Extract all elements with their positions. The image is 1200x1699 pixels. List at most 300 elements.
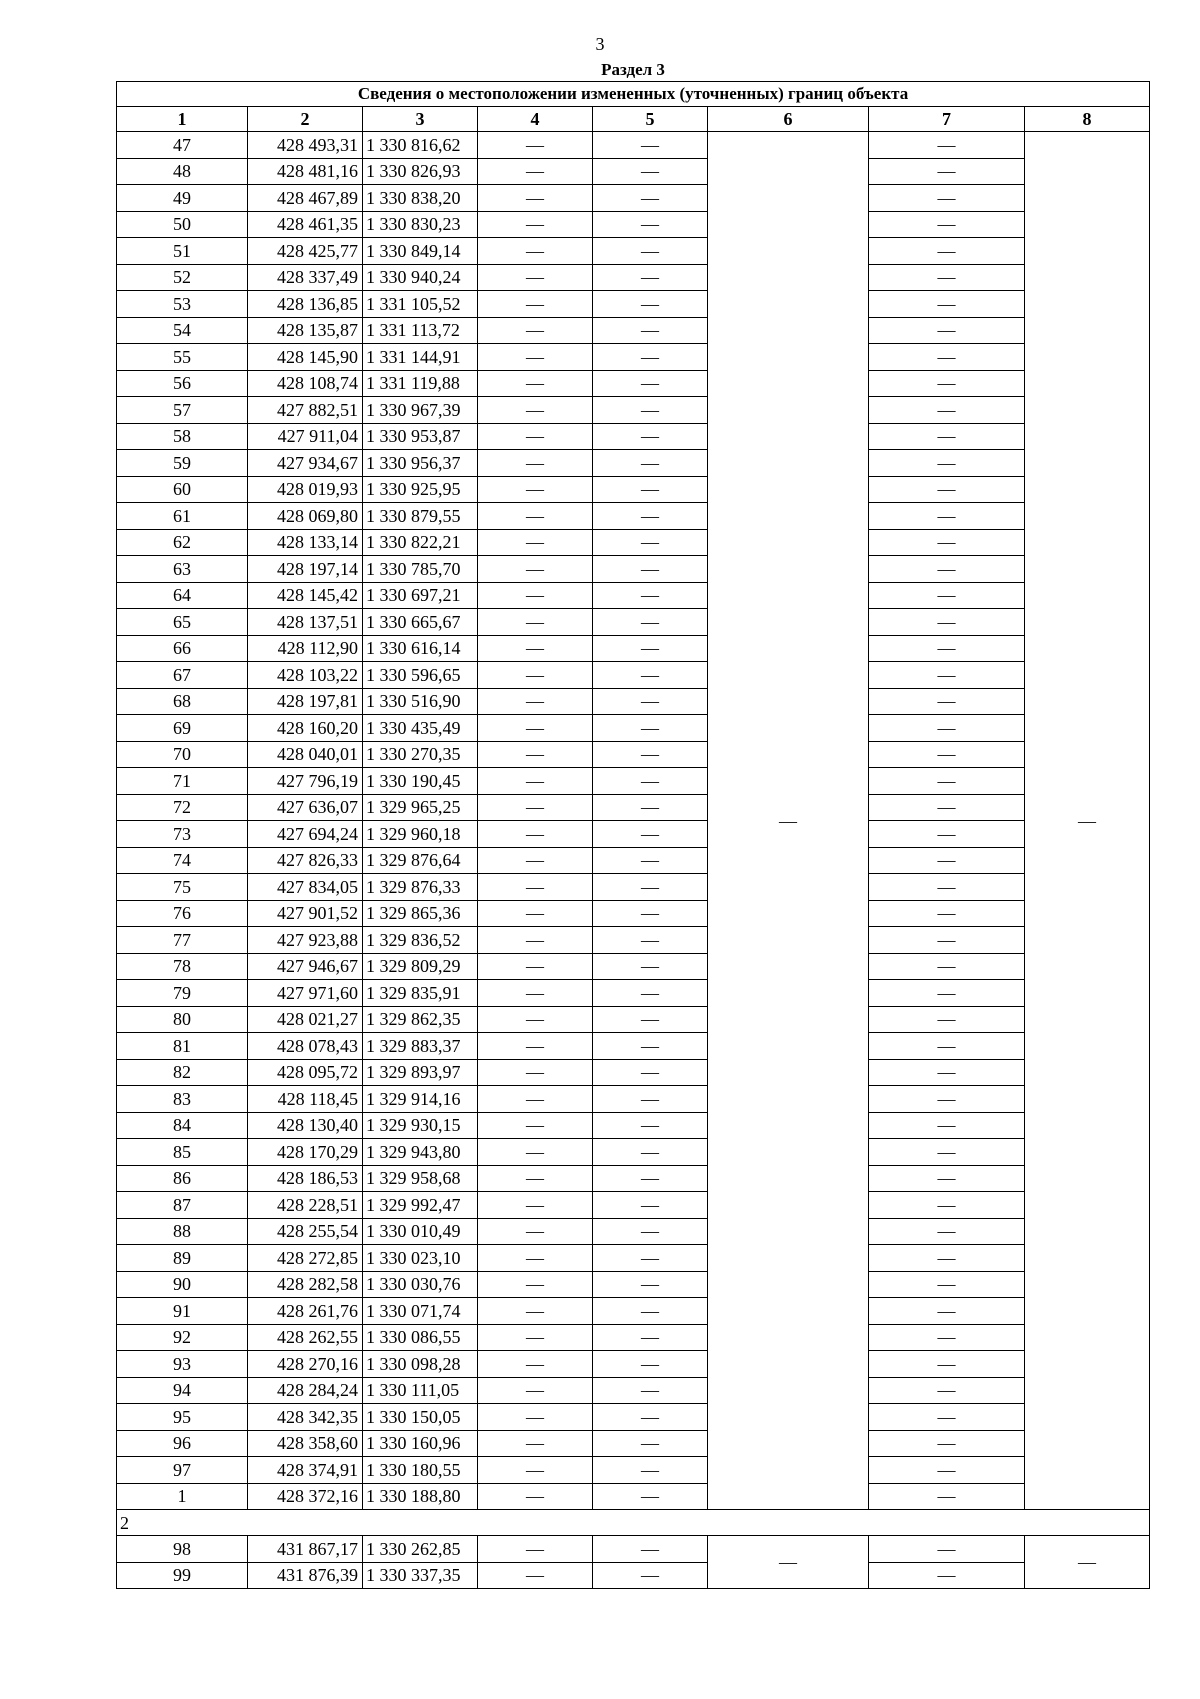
table-row [117, 847, 1150, 874]
y-coordinate-cell: 1 331 113,72 [363, 317, 478, 344]
y-coordinate-cell: 1 330 190,45 [363, 768, 478, 795]
group-label-cell: 2 [117, 1510, 1150, 1536]
x-coordinate-cell: 428 108,74 [248, 370, 363, 397]
y-coordinate-cell: 1 330 879,55 [363, 503, 478, 530]
col4-dash-cell: — [478, 1165, 593, 1192]
y-coordinate-cell: 1 330 616,14 [363, 635, 478, 662]
col5-dash-cell: — [593, 370, 708, 397]
table-row [117, 1324, 1150, 1351]
x-coordinate-cell: 428 481,16 [248, 158, 363, 185]
x-coordinate-cell: 427 636,07 [248, 794, 363, 821]
y-coordinate-cell: 1 329 893,97 [363, 1059, 478, 1086]
x-coordinate-cell: 431 867,17 [248, 1536, 363, 1563]
col4-dash-cell: — [478, 1483, 593, 1510]
x-coordinate-cell: 427 911,04 [248, 423, 363, 450]
col5-dash-cell: — [593, 847, 708, 874]
col5-dash-cell: — [593, 874, 708, 901]
page-number: 3 [595, 34, 605, 54]
col7-dash-cell: — [869, 264, 1025, 291]
col7-dash-cell: — [869, 1059, 1025, 1086]
point-number-cell: 55 [117, 344, 248, 371]
col5-dash-cell: — [593, 423, 708, 450]
y-coordinate-cell: 1 330 270,35 [363, 741, 478, 768]
table-row [117, 1139, 1150, 1166]
col7-dash-cell: — [869, 1298, 1025, 1325]
col7-dash-cell: — [869, 1086, 1025, 1113]
table-row [117, 1430, 1150, 1457]
x-coordinate-cell: 428 160,20 [248, 715, 363, 742]
y-coordinate-cell: 1 329 960,18 [363, 821, 478, 848]
x-coordinate-cell: 428 133,14 [248, 529, 363, 556]
point-number-cell: 83 [117, 1086, 248, 1113]
col4-dash-cell: — [478, 688, 593, 715]
col4-dash-cell: — [478, 1033, 593, 1060]
col5-dash-cell: — [593, 185, 708, 212]
col4-dash-cell: — [478, 1271, 593, 1298]
table-row [117, 953, 1150, 980]
col5-dash-cell: — [593, 900, 708, 927]
point-number-cell: 69 [117, 715, 248, 742]
col5-dash-cell: — [593, 1139, 708, 1166]
col4-dash-cell: — [478, 927, 593, 954]
col4-dash-cell: — [478, 529, 593, 556]
col8-merged-dash-cell: — [1025, 1536, 1150, 1589]
y-coordinate-cell: 1 330 697,21 [363, 582, 478, 609]
table-row [117, 370, 1150, 397]
column-header: 2 [248, 107, 363, 132]
y-coordinate-cell: 1 330 516,90 [363, 688, 478, 715]
col4-dash-cell: — [478, 953, 593, 980]
y-coordinate-cell: 1 330 953,87 [363, 423, 478, 450]
point-number-cell: 94 [117, 1377, 248, 1404]
point-number-cell: 79 [117, 980, 248, 1007]
point-number-cell: 86 [117, 1165, 248, 1192]
table-row [117, 1192, 1150, 1219]
col7-dash-cell: — [869, 1271, 1025, 1298]
column-header: 1 [117, 107, 248, 132]
col4-dash-cell: — [478, 662, 593, 689]
x-coordinate-cell: 428 461,35 [248, 211, 363, 238]
y-coordinate-cell: 1 330 838,20 [363, 185, 478, 212]
point-number-cell: 70 [117, 741, 248, 768]
col7-dash-cell: — [869, 794, 1025, 821]
col5-dash-cell: — [593, 1059, 708, 1086]
table-row [117, 1165, 1150, 1192]
x-coordinate-cell: 427 882,51 [248, 397, 363, 424]
table-row [117, 582, 1150, 609]
table-row [117, 635, 1150, 662]
y-coordinate-cell: 1 330 160,96 [363, 1430, 478, 1457]
col5-dash-cell: — [593, 1404, 708, 1431]
point-number-cell: 92 [117, 1324, 248, 1351]
col4-dash-cell: — [478, 1245, 593, 1272]
table-row [117, 529, 1150, 556]
col7-dash-cell: — [869, 635, 1025, 662]
col5-dash-cell: — [593, 344, 708, 371]
table-row [117, 1562, 1150, 1589]
col5-dash-cell: — [593, 1430, 708, 1457]
col5-dash-cell: — [593, 980, 708, 1007]
col7-dash-cell: — [869, 344, 1025, 371]
col5-dash-cell: — [593, 1324, 708, 1351]
col7-dash-cell: — [869, 1404, 1025, 1431]
col5-dash-cell: — [593, 1192, 708, 1219]
point-number-cell: 58 [117, 423, 248, 450]
col7-dash-cell: — [869, 158, 1025, 185]
point-number-cell: 57 [117, 397, 248, 424]
col5-dash-cell: — [593, 397, 708, 424]
y-coordinate-cell: 1 329 876,33 [363, 874, 478, 901]
col7-dash-cell: — [869, 317, 1025, 344]
col5-dash-cell: — [593, 1351, 708, 1378]
point-number-cell: 81 [117, 1033, 248, 1060]
col5-dash-cell: — [593, 132, 708, 159]
col7-dash-cell: — [869, 1351, 1025, 1378]
col7-dash-cell: — [869, 582, 1025, 609]
y-coordinate-cell: 1 330 098,28 [363, 1351, 478, 1378]
x-coordinate-cell: 428 228,51 [248, 1192, 363, 1219]
col4-dash-cell: — [478, 344, 593, 371]
col5-dash-cell: — [593, 450, 708, 477]
y-coordinate-cell: 1 329 809,29 [363, 953, 478, 980]
col4-dash-cell: — [478, 1562, 593, 1589]
col4-dash-cell: — [478, 1457, 593, 1484]
col7-dash-cell: — [869, 291, 1025, 318]
x-coordinate-cell: 428 255,54 [248, 1218, 363, 1245]
point-number-cell: 63 [117, 556, 248, 583]
point-number-cell: 53 [117, 291, 248, 318]
x-coordinate-cell: 428 197,81 [248, 688, 363, 715]
col7-dash-cell: — [869, 609, 1025, 636]
col5-dash-cell: — [593, 635, 708, 662]
point-number-cell: 82 [117, 1059, 248, 1086]
col7-dash-cell: — [869, 397, 1025, 424]
x-coordinate-cell: 428 358,60 [248, 1430, 363, 1457]
point-number-cell: 71 [117, 768, 248, 795]
col7-dash-cell: — [869, 1562, 1025, 1589]
col4-dash-cell: — [478, 476, 593, 503]
point-number-cell: 78 [117, 953, 248, 980]
y-coordinate-cell: 1 330 785,70 [363, 556, 478, 583]
y-coordinate-cell: 1 330 822,21 [363, 529, 478, 556]
x-coordinate-cell: 428 186,53 [248, 1165, 363, 1192]
table-row [117, 291, 1150, 318]
col4-dash-cell: — [478, 1351, 593, 1378]
col7-dash-cell: — [869, 238, 1025, 265]
col5-dash-cell: — [593, 1271, 708, 1298]
col7-dash-cell: — [869, 1457, 1025, 1484]
table-row [117, 821, 1150, 848]
point-number-cell: 56 [117, 370, 248, 397]
point-number-cell: 51 [117, 238, 248, 265]
point-number-cell: 74 [117, 847, 248, 874]
y-coordinate-cell: 1 330 337,35 [363, 1562, 478, 1589]
table-row [117, 715, 1150, 742]
point-number-cell: 77 [117, 927, 248, 954]
col7-dash-cell: — [869, 821, 1025, 848]
col5-dash-cell: — [593, 662, 708, 689]
y-coordinate-cell: 1 330 435,49 [363, 715, 478, 742]
col7-dash-cell: — [869, 1245, 1025, 1272]
point-number-cell: 80 [117, 1006, 248, 1033]
y-coordinate-cell: 1 330 030,76 [363, 1271, 478, 1298]
point-number-cell: 59 [117, 450, 248, 477]
header-row [117, 107, 1150, 132]
y-coordinate-cell: 1 330 849,14 [363, 238, 478, 265]
x-coordinate-cell: 428 261,76 [248, 1298, 363, 1325]
col7-dash-cell: — [869, 1192, 1025, 1219]
point-number-cell: 50 [117, 211, 248, 238]
y-coordinate-cell: 1 329 836,52 [363, 927, 478, 954]
y-coordinate-cell: 1 331 105,52 [363, 291, 478, 318]
col8-merged-dash-cell: — [1025, 132, 1150, 1510]
table-row [117, 662, 1150, 689]
table-row [117, 1006, 1150, 1033]
point-number-cell: 61 [117, 503, 248, 530]
y-coordinate-cell: 1 329 958,68 [363, 1165, 478, 1192]
col5-dash-cell: — [593, 1112, 708, 1139]
y-coordinate-cell: 1 329 965,25 [363, 794, 478, 821]
table-row [117, 900, 1150, 927]
col4-dash-cell: — [478, 821, 593, 848]
col4-dash-cell: — [478, 264, 593, 291]
table-row [117, 397, 1150, 424]
col7-dash-cell: — [869, 662, 1025, 689]
x-coordinate-cell: 428 337,49 [248, 264, 363, 291]
col5-dash-cell: — [593, 715, 708, 742]
table-row [117, 768, 1150, 795]
col5-dash-cell: — [593, 1536, 708, 1563]
point-number-cell: 75 [117, 874, 248, 901]
x-coordinate-cell: 428 118,45 [248, 1086, 363, 1113]
col4-dash-cell: — [478, 211, 593, 238]
col4-dash-cell: — [478, 185, 593, 212]
col4-dash-cell: — [478, 847, 593, 874]
y-coordinate-cell: 1 329 862,35 [363, 1006, 478, 1033]
x-coordinate-cell: 428 069,80 [248, 503, 363, 530]
x-coordinate-cell: 427 834,05 [248, 874, 363, 901]
table-row [117, 1086, 1150, 1113]
x-coordinate-cell: 428 270,16 [248, 1351, 363, 1378]
x-coordinate-cell: 428 103,22 [248, 662, 363, 689]
x-coordinate-cell: 428 282,58 [248, 1271, 363, 1298]
x-coordinate-cell: 428 112,90 [248, 635, 363, 662]
point-number-cell: 84 [117, 1112, 248, 1139]
table-row [117, 317, 1150, 344]
x-coordinate-cell: 428 136,85 [248, 291, 363, 318]
x-coordinate-cell: 427 796,19 [248, 768, 363, 795]
col4-dash-cell: — [478, 874, 593, 901]
col4-dash-cell: — [478, 1112, 593, 1139]
col7-dash-cell: — [869, 423, 1025, 450]
col4-dash-cell: — [478, 1536, 593, 1563]
table-row [117, 927, 1150, 954]
x-coordinate-cell: 428 170,29 [248, 1139, 363, 1166]
table-row [117, 1351, 1150, 1378]
col4-dash-cell: — [478, 503, 593, 530]
point-number-cell: 85 [117, 1139, 248, 1166]
x-coordinate-cell: 428 197,14 [248, 556, 363, 583]
col7-dash-cell: — [869, 768, 1025, 795]
table-caption: Сведения о местоположении измененных (уточненных) границ объекта [117, 82, 1150, 107]
y-coordinate-cell: 1 330 830,23 [363, 211, 478, 238]
col5-dash-cell: — [593, 741, 708, 768]
y-coordinate-cell: 1 329 930,15 [363, 1112, 478, 1139]
y-coordinate-cell: 1 331 119,88 [363, 370, 478, 397]
y-coordinate-cell: 1 329 914,16 [363, 1086, 478, 1113]
col7-dash-cell: — [869, 1218, 1025, 1245]
col7-dash-cell: — [869, 185, 1025, 212]
col5-dash-cell: — [593, 794, 708, 821]
col5-dash-cell: — [593, 821, 708, 848]
point-number-cell: 52 [117, 264, 248, 291]
x-coordinate-cell: 427 934,67 [248, 450, 363, 477]
point-number-cell: 96 [117, 1430, 248, 1457]
y-coordinate-cell: 1 329 883,37 [363, 1033, 478, 1060]
col7-dash-cell: — [869, 980, 1025, 1007]
table-row [117, 1112, 1150, 1139]
table-row [117, 211, 1150, 238]
table-row [117, 794, 1150, 821]
y-coordinate-cell: 1 330 925,95 [363, 476, 478, 503]
point-number-cell: 66 [117, 635, 248, 662]
col4-dash-cell: — [478, 238, 593, 265]
col4-dash-cell: — [478, 132, 593, 159]
table-row [117, 132, 1150, 159]
col5-dash-cell: — [593, 556, 708, 583]
x-coordinate-cell: 427 971,60 [248, 980, 363, 1007]
table-row [117, 344, 1150, 371]
x-coordinate-cell: 428 467,89 [248, 185, 363, 212]
x-coordinate-cell: 428 135,87 [248, 317, 363, 344]
col5-dash-cell: — [593, 238, 708, 265]
table-row [117, 1218, 1150, 1245]
col4-dash-cell: — [478, 1086, 593, 1113]
caption-row [117, 82, 1150, 107]
col7-dash-cell: — [869, 1430, 1025, 1457]
y-coordinate-cell: 1 329 876,64 [363, 847, 478, 874]
col4-dash-cell: — [478, 317, 593, 344]
y-coordinate-cell: 1 329 992,47 [363, 1192, 478, 1219]
col5-dash-cell: — [593, 1298, 708, 1325]
table-row [117, 1033, 1150, 1060]
col7-dash-cell: — [869, 450, 1025, 477]
table-row [117, 1271, 1150, 1298]
point-number-cell: 64 [117, 582, 248, 609]
table-row [117, 158, 1150, 185]
col7-dash-cell: — [869, 1165, 1025, 1192]
y-coordinate-cell: 1 330 188,80 [363, 1483, 478, 1510]
col5-dash-cell: — [593, 1483, 708, 1510]
col5-dash-cell: — [593, 1377, 708, 1404]
col4-dash-cell: — [478, 1218, 593, 1245]
col4-dash-cell: — [478, 556, 593, 583]
col5-dash-cell: — [593, 1562, 708, 1589]
col5-dash-cell: — [593, 927, 708, 954]
col7-dash-cell: — [869, 741, 1025, 768]
col5-dash-cell: — [593, 158, 708, 185]
col4-dash-cell: — [478, 370, 593, 397]
col4-dash-cell: — [478, 609, 593, 636]
x-coordinate-cell: 428 137,51 [248, 609, 363, 636]
table-row [117, 980, 1150, 1007]
x-coordinate-cell: 427 826,33 [248, 847, 363, 874]
table-row [117, 476, 1150, 503]
point-number-cell: 97 [117, 1457, 248, 1484]
x-coordinate-cell: 428 342,35 [248, 1404, 363, 1431]
table-row [117, 1059, 1150, 1086]
table-row [117, 1298, 1150, 1325]
table-row [117, 423, 1150, 450]
x-coordinate-cell: 427 946,67 [248, 953, 363, 980]
y-coordinate-cell: 1 330 956,37 [363, 450, 478, 477]
point-number-cell: 93 [117, 1351, 248, 1378]
col7-dash-cell: — [869, 900, 1025, 927]
boundary-table [116, 81, 1150, 1589]
col7-dash-cell: — [869, 1033, 1025, 1060]
y-coordinate-cell: 1 330 262,85 [363, 1536, 478, 1563]
point-number-cell: 89 [117, 1245, 248, 1272]
table-row [117, 185, 1150, 212]
col4-dash-cell: — [478, 423, 593, 450]
y-coordinate-cell: 1 330 086,55 [363, 1324, 478, 1351]
point-number-cell: 98 [117, 1536, 248, 1563]
y-coordinate-cell: 1 330 665,67 [363, 609, 478, 636]
column-header: 7 [869, 107, 1025, 132]
x-coordinate-cell: 427 694,24 [248, 821, 363, 848]
col7-dash-cell: — [869, 1324, 1025, 1351]
col5-dash-cell: — [593, 476, 708, 503]
table-row [117, 1457, 1150, 1484]
table-row [117, 1483, 1150, 1510]
y-coordinate-cell: 1 329 865,36 [363, 900, 478, 927]
col5-dash-cell: — [593, 688, 708, 715]
column-header: 4 [478, 107, 593, 132]
table-row [117, 874, 1150, 901]
x-coordinate-cell: 428 272,85 [248, 1245, 363, 1272]
col5-dash-cell: — [593, 1245, 708, 1272]
col5-dash-cell: — [593, 529, 708, 556]
col4-dash-cell: — [478, 158, 593, 185]
table-row [117, 556, 1150, 583]
point-number-cell: 90 [117, 1271, 248, 1298]
col5-dash-cell: — [593, 1165, 708, 1192]
col7-dash-cell: — [869, 370, 1025, 397]
point-number-cell: 76 [117, 900, 248, 927]
col7-dash-cell: — [869, 556, 1025, 583]
col4-dash-cell: — [478, 768, 593, 795]
col4-dash-cell: — [478, 980, 593, 1007]
point-number-cell: 87 [117, 1192, 248, 1219]
y-coordinate-cell: 1 330 596,65 [363, 662, 478, 689]
col7-dash-cell: — [869, 211, 1025, 238]
col7-dash-cell: — [869, 476, 1025, 503]
col5-dash-cell: — [593, 291, 708, 318]
x-coordinate-cell: 428 040,01 [248, 741, 363, 768]
x-coordinate-cell: 428 493,31 [248, 132, 363, 159]
y-coordinate-cell: 1 330 010,49 [363, 1218, 478, 1245]
x-coordinate-cell: 428 374,91 [248, 1457, 363, 1484]
table-row [117, 1245, 1150, 1272]
point-number-cell: 88 [117, 1218, 248, 1245]
point-number-cell: 72 [117, 794, 248, 821]
col4-dash-cell: — [478, 900, 593, 927]
point-number-cell: 60 [117, 476, 248, 503]
y-coordinate-cell: 1 331 144,91 [363, 344, 478, 371]
col7-dash-cell: — [869, 715, 1025, 742]
x-coordinate-cell: 428 095,72 [248, 1059, 363, 1086]
col4-dash-cell: — [478, 1324, 593, 1351]
